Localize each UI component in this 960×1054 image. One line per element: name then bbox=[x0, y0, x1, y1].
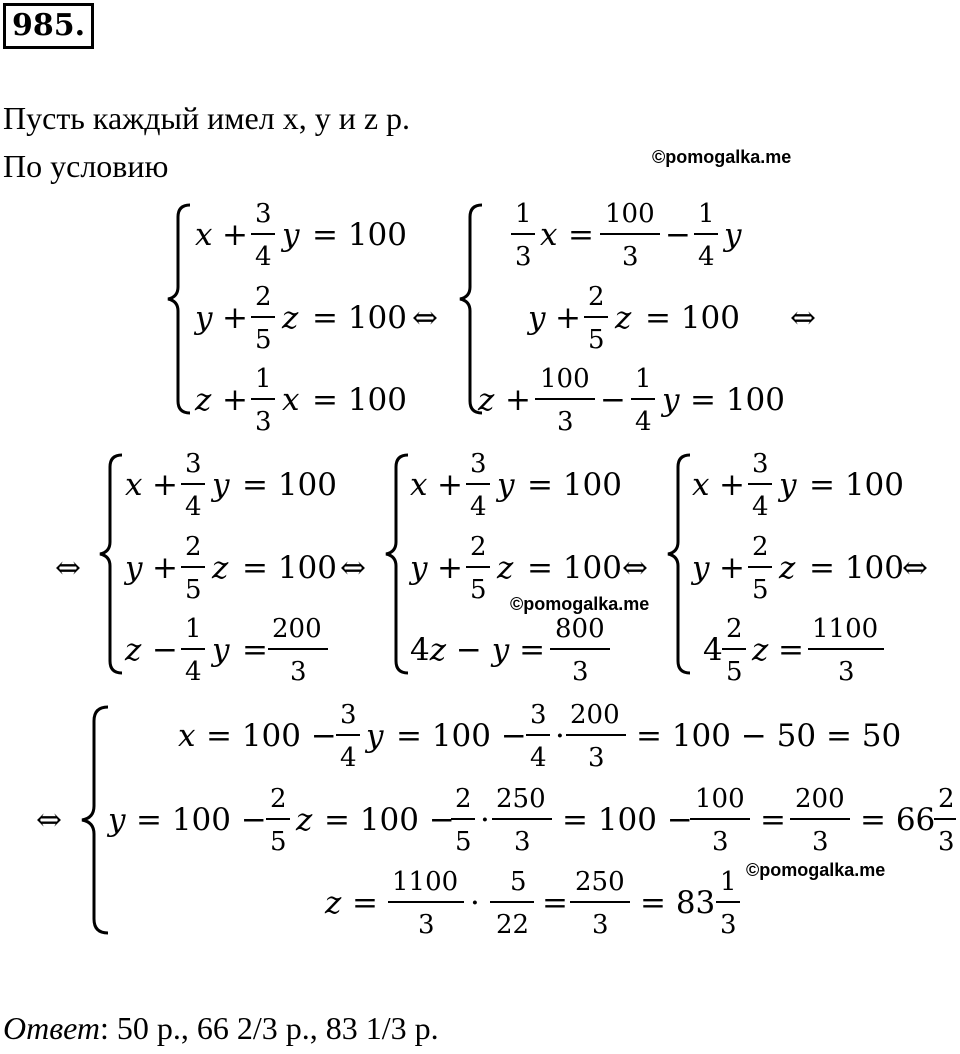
svg-text:100: 100 bbox=[540, 364, 590, 394]
svg-text:3: 3 bbox=[418, 910, 435, 940]
svg-text:200: 200 bbox=[795, 784, 845, 814]
svg-text:3: 3 bbox=[515, 242, 532, 272]
svg-text:+: + bbox=[152, 550, 178, 586]
problem-number: 985. bbox=[3, 3, 94, 49]
svg-text:1: 1 bbox=[255, 364, 272, 394]
svg-text:y: y bbox=[662, 382, 680, 418]
svg-text:5: 5 bbox=[185, 575, 202, 605]
svg-text:3: 3 bbox=[255, 199, 272, 229]
svg-text:⇔: ⇔ bbox=[55, 550, 81, 586]
svg-text:4: 4 bbox=[185, 492, 202, 522]
svg-text:z: z bbox=[752, 632, 769, 668]
svg-text:x: x bbox=[282, 382, 300, 418]
svg-text:= 100 −: = 100 − bbox=[396, 718, 527, 754]
svg-text:3: 3 bbox=[514, 827, 531, 857]
svg-text:5: 5 bbox=[270, 827, 287, 857]
svg-text:2: 2 bbox=[255, 282, 272, 312]
svg-text:+: + bbox=[505, 382, 531, 418]
answer-line bbox=[3, 1010, 439, 1047]
svg-text:= 100 −: = 100 − bbox=[324, 802, 455, 838]
svg-text:5: 5 bbox=[752, 575, 769, 605]
svg-text:y: y bbox=[366, 718, 384, 754]
svg-text:= 100: = 100 bbox=[312, 382, 407, 418]
svg-text:3: 3 bbox=[720, 910, 737, 940]
svg-text:3: 3 bbox=[588, 743, 605, 773]
svg-text:y: y bbox=[497, 467, 515, 503]
svg-text:5: 5 bbox=[588, 325, 605, 355]
svg-text:⇔: ⇔ bbox=[902, 550, 928, 586]
svg-text:250: 250 bbox=[575, 867, 625, 897]
svg-text:x: x bbox=[125, 467, 143, 503]
svg-text:=: = bbox=[242, 632, 268, 668]
svg-text:·: · bbox=[470, 885, 480, 921]
svg-text:+: + bbox=[222, 382, 248, 418]
svg-text:z: z bbox=[325, 885, 342, 921]
svg-text:= 100: = 100 bbox=[809, 467, 904, 503]
svg-text:3: 3 bbox=[938, 827, 955, 857]
svg-text:+: + bbox=[437, 550, 463, 586]
svg-text:·: · bbox=[555, 718, 565, 754]
svg-text:y: y bbox=[282, 217, 300, 253]
svg-text:3: 3 bbox=[470, 449, 487, 479]
svg-text:= 100 −: = 100 − bbox=[136, 802, 267, 838]
svg-text:4: 4 bbox=[752, 492, 769, 522]
svg-text:= 100: = 100 bbox=[527, 467, 622, 503]
svg-text:1: 1 bbox=[185, 614, 202, 644]
svg-text:100: 100 bbox=[605, 199, 655, 229]
svg-text:3: 3 bbox=[290, 657, 307, 687]
svg-text:2: 2 bbox=[938, 784, 955, 814]
svg-text:3: 3 bbox=[838, 657, 855, 687]
svg-text:⇔: ⇔ bbox=[36, 802, 62, 838]
svg-text:x: x bbox=[195, 217, 213, 253]
svg-text:= 100: = 100 bbox=[690, 382, 785, 418]
svg-text:+: + bbox=[222, 217, 248, 253]
svg-text:2: 2 bbox=[455, 784, 472, 814]
svg-text:5: 5 bbox=[255, 325, 272, 355]
svg-text:y: y bbox=[692, 550, 710, 586]
svg-text:3: 3 bbox=[592, 910, 609, 940]
svg-text:y: y bbox=[125, 550, 143, 586]
svg-text:y: y bbox=[108, 802, 126, 838]
svg-text:2: 2 bbox=[588, 282, 605, 312]
answer-label: Ответ bbox=[3, 1010, 100, 1046]
svg-text:z: z bbox=[497, 550, 514, 586]
svg-text:x: x bbox=[410, 467, 428, 503]
svg-text:=: = bbox=[352, 885, 378, 921]
svg-text:2: 2 bbox=[270, 784, 287, 814]
svg-text:= 100 − 50 = 50: = 100 − 50 = 50 bbox=[636, 718, 902, 754]
svg-text:y: y bbox=[779, 467, 797, 503]
svg-text:3: 3 bbox=[622, 242, 639, 272]
svg-text:4: 4 bbox=[185, 657, 202, 687]
svg-text:x: x bbox=[692, 467, 710, 503]
svg-text:=: = bbox=[542, 885, 568, 921]
svg-text:z: z bbox=[195, 382, 212, 418]
svg-text:= 100: = 100 bbox=[242, 467, 337, 503]
svg-text:4: 4 bbox=[340, 743, 357, 773]
svg-text:1: 1 bbox=[698, 199, 715, 229]
svg-text:3: 3 bbox=[712, 827, 729, 857]
svg-text:y: y bbox=[212, 632, 230, 668]
svg-text:= 66: = 66 bbox=[860, 802, 936, 838]
condition-label: По условию bbox=[3, 148, 169, 184]
svg-text:3: 3 bbox=[255, 407, 272, 437]
svg-text:+: + bbox=[437, 467, 463, 503]
svg-text:+: + bbox=[152, 467, 178, 503]
svg-text:4: 4 bbox=[635, 407, 652, 437]
svg-text:·: · bbox=[480, 802, 490, 838]
svg-text:200: 200 bbox=[272, 614, 322, 644]
svg-text:1100: 1100 bbox=[812, 614, 879, 644]
svg-text:=: = bbox=[778, 632, 804, 668]
svg-text:=: = bbox=[568, 217, 594, 253]
svg-text:1100: 1100 bbox=[392, 867, 459, 897]
intro-line: Пусть каждый имел x, y и z р. bbox=[3, 100, 411, 136]
svg-text:2: 2 bbox=[470, 532, 487, 562]
svg-text:4: 4 bbox=[530, 743, 547, 773]
svg-text:−: − bbox=[600, 382, 626, 418]
svg-text:⇔: ⇔ bbox=[412, 300, 438, 336]
svg-text:5: 5 bbox=[726, 657, 743, 687]
svg-text:= 100: = 100 bbox=[527, 550, 622, 586]
svg-text:y: y bbox=[212, 467, 230, 503]
svg-text:x: x bbox=[540, 217, 558, 253]
svg-text:z: z bbox=[212, 550, 229, 586]
svg-text:x: x bbox=[178, 718, 196, 754]
svg-text:+: + bbox=[719, 467, 745, 503]
svg-text:+: + bbox=[719, 550, 745, 586]
svg-text:y: y bbox=[528, 300, 546, 336]
svg-text:4: 4 bbox=[470, 492, 487, 522]
svg-text:3: 3 bbox=[752, 449, 769, 479]
svg-text:4z − y =: 4z − y = bbox=[410, 632, 546, 668]
svg-text:−: − bbox=[152, 632, 178, 668]
svg-text:=: = bbox=[760, 802, 786, 838]
svg-text:4: 4 bbox=[255, 242, 272, 272]
svg-text:z: z bbox=[296, 802, 313, 838]
svg-text:= 100: = 100 bbox=[312, 217, 407, 253]
answer-text: : 50 р., 66 2/3 р., 83 1/3 р. bbox=[100, 1010, 439, 1046]
svg-text:3: 3 bbox=[812, 827, 829, 857]
svg-text:−: − bbox=[665, 217, 691, 253]
svg-text:z: z bbox=[125, 632, 142, 668]
watermark-2: ©pomogalka.me bbox=[510, 594, 650, 614]
svg-text:+: + bbox=[555, 300, 581, 336]
svg-text:1: 1 bbox=[720, 867, 737, 897]
watermark-1: ©pomogalka.me bbox=[652, 147, 792, 167]
svg-text:22: 22 bbox=[496, 910, 530, 940]
svg-text:+: + bbox=[222, 300, 248, 336]
svg-text:800: 800 bbox=[555, 614, 605, 644]
svg-text:z: z bbox=[615, 300, 632, 336]
svg-text:4: 4 bbox=[698, 242, 715, 272]
svg-text:3: 3 bbox=[557, 407, 574, 437]
svg-text:y: y bbox=[195, 300, 213, 336]
svg-text:4: 4 bbox=[703, 632, 723, 668]
svg-text:y: y bbox=[724, 217, 742, 253]
svg-text:2: 2 bbox=[752, 532, 769, 562]
svg-text:3: 3 bbox=[340, 700, 357, 730]
svg-text:⇔: ⇔ bbox=[340, 550, 366, 586]
svg-text:5: 5 bbox=[510, 867, 527, 897]
svg-text:= 83: = 83 bbox=[640, 885, 716, 921]
svg-text:3: 3 bbox=[572, 657, 589, 687]
svg-text:100: 100 bbox=[695, 784, 745, 814]
svg-text:= 100: = 100 bbox=[809, 550, 904, 586]
svg-text:= 100: = 100 bbox=[242, 550, 337, 586]
svg-text:z: z bbox=[478, 382, 495, 418]
watermark-3: ©pomogalka.me bbox=[746, 860, 886, 880]
svg-text:z: z bbox=[282, 300, 299, 336]
svg-text:2: 2 bbox=[726, 614, 743, 644]
svg-text:5: 5 bbox=[455, 827, 472, 857]
svg-text:250: 250 bbox=[496, 784, 546, 814]
svg-text:200: 200 bbox=[570, 700, 620, 730]
svg-text:1: 1 bbox=[515, 199, 532, 229]
svg-text:1: 1 bbox=[635, 364, 652, 394]
svg-text:3: 3 bbox=[530, 700, 547, 730]
svg-text:= 100: = 100 bbox=[645, 300, 740, 336]
svg-text:2: 2 bbox=[185, 532, 202, 562]
svg-text:z: z bbox=[779, 550, 796, 586]
svg-text:⇔: ⇔ bbox=[790, 300, 816, 336]
svg-text:= 100: = 100 bbox=[312, 300, 407, 336]
svg-text:⇔: ⇔ bbox=[622, 550, 648, 586]
svg-text:= 100 −: = 100 − bbox=[206, 718, 337, 754]
svg-text:3: 3 bbox=[185, 449, 202, 479]
svg-text:y: y bbox=[410, 550, 428, 586]
svg-text:5: 5 bbox=[470, 575, 487, 605]
svg-text:= 100 −: = 100 − bbox=[562, 802, 693, 838]
